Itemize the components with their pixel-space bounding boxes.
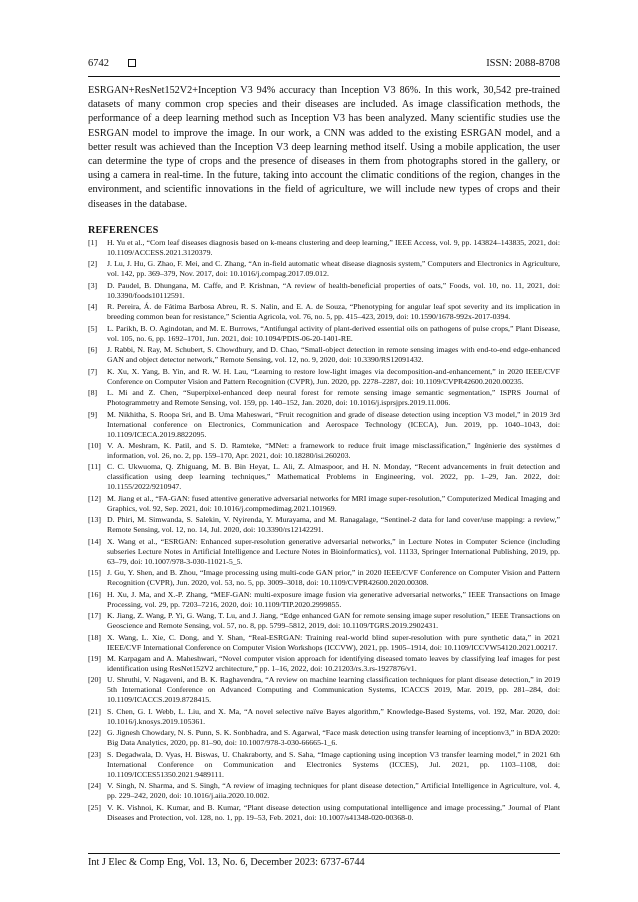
reference-text: M. Jiang et al., “FA-GAN: fused attentive generative adversarial networks for MRI image super-resolution,” Computerized Medical Imaging and Graphics, vol. 92, Sep. 2021, doi: 10.1016/j.compmedimag.2021.101969. (107, 493, 560, 513)
reference-number: [2] (88, 259, 98, 269)
reference-number: [1] (88, 238, 98, 247)
reference-item (88, 324, 560, 344)
reference-text: J. Gu, Y. Shen, and B. Zhou, “Image processing using multi-code GAN prior,” in 2020 IEEE/CVF Conference on Computer Vision and Pattern Recognition (CVPR), Jun. 2020, vol. 53, no. 5, pp. 3009–3018, doi: 10.1109/CVPR42600.2020.00308. (107, 568, 560, 588)
reference-text: S. Degadwala, D. Vyas, H. Biswas, U. Chakraborty, and S. Saha, “Image captioning using inception V3 transfer learning model,” in 2021 6th International Conference on Communication and Electronics Systems (ICCES), Jul. 2021, pp. 1103–1108, doi: 10.1109/ICCES51350.2021.9489111. (107, 749, 560, 779)
reference-item (88, 633, 560, 653)
reference-text: V. K. Vishnoi, K. Kumar, and B. Kumar, “Plant disease detection using computational intelligence and image processing,” Journal of Plant Diseases and Protection, vol. 128, no. 1, pp. 19–53, Feb. 2021, doi: 10.1007/s41348-020-00368-0. (107, 802, 560, 822)
reference-number: [7] (88, 366, 98, 376)
reference-text: M. Nikhitha, S. Roopa Sri, and B. Uma Maheswari, “Fruit recognition and grade of disease detection using inception V3 model,” in 2019 3rd International conference on Electronics, Communication and Aerospace Technology (ICECA), Jun. 2019, pp. 1040–1043, doi: 10.1109/ICECA.2019.8822095. (107, 409, 560, 439)
reference-text: G. Jignesh Chowdary, N. S. Punn, S. K. Sonbhadra, and S. Agarwal, “Face mask detection using transfer learning of inceptionv3,” in BDA 2020: Big Data Analytics, 2020, pp. 81–90, doi: 10.1007/978-3-030-66665-1_6. (107, 728, 560, 748)
reference-number: [17] (88, 611, 101, 621)
reference-number: [25] (88, 802, 101, 812)
reference-number: [13] (88, 515, 101, 525)
reference-item (88, 611, 560, 631)
reference-item (88, 345, 560, 365)
reference-text: L. Parikh, B. O. Agindotan, and M. E. Burrows, “Antifungal activity of plant-derived essential oils on pathogens of pulse crops,” Plant Disease, vol. 105, no. 6, pp. 1692–1701, Jun. 2021, doi: 10.1094/PDIS-06-20-1401-RE. (107, 323, 560, 343)
reference-text: D. Paudel, B. Dhungana, M. Caffe, and P. Krishnan, “A review of health-beneficial properties of oats,” Foods, vol. 10, no. 11, 2021, doi: 10.3390/foods10112591. (107, 280, 560, 300)
reference-number: [9] (88, 409, 98, 419)
reference-text: X. Wang, L. Xie, C. Dong, and Y. Shan, “Real-ESRGAN: Training real-world blind super-resolution with pure synthetic data,” in 2021 IEEE/CVF International Conference on Computer Vision Workshops (ICCVW), 2021, pp. 1905–1914, doi: 10.1109/ICCVW54120.2021.00217. (107, 632, 560, 652)
reference-number: [22] (88, 728, 101, 738)
reference-number: [5] (88, 323, 98, 333)
reference-text: K. Jiang, Z. Wang, P. Yi, G. Wang, T. Lu, and J. Jiang, “Edge enhanced GAN for remote sensing image super resolution,” IEEE Transactions on Geoscience and Remote Sensing, vol. 57, no. 8, pp. 5799–5812, 2019, doi: 10.1109/TGRS.2019.2902431. (107, 611, 560, 631)
reference-item (88, 281, 560, 301)
reference-text: J. Rabbi, N. Ray, M. Schubert, S. Chowdhury, and D. Chao, “Small-object detection in remote sensing images with end-to-end edge-enhanced GAN and object detector network,” Remote Sensing, vol. 12, no. 9, 2020, doi: 10.3390/RS12091432. (107, 345, 560, 365)
reference-number: [23] (88, 749, 101, 759)
reference-item (88, 410, 560, 440)
reference-text: U. Shruthi, V. Nagaveni, and B. K. Raghavendra, “A review on machine learning classification techniques for plant disease detection,” in 2019 5th International Conference on Advanced Computing and Communication Systems, ICACCS 2019, Mar. 2019, pp. 281–284, doi: 10.1109/ICACCS.2019.8728415. (107, 675, 560, 705)
reference-number: [19] (88, 654, 101, 664)
reference-text: H. Yu et al., “Corn leaf diseases diagnosis based on k-means clustering and deep learning,” IEEE Access, vol. 9, pp. 143824–143835, 2021, doi: 10.1109/ACCESS.2021.3120379. (107, 238, 560, 257)
reference-number: [3] (88, 280, 98, 290)
reference-text: M. Karpagam and A. Maheshwari, “Novel computer vision approach for identifying diseased tomato leaves by classifying leaf images for pest identification using ResNet152V2 architecture,” pp. 1–16, 2022, doi: 10.21203/rs.3.rs-1927876/v1. (107, 654, 560, 673)
references-list (88, 238, 560, 824)
reference-item (88, 388, 560, 408)
reference-item (88, 781, 560, 801)
reference-number: [11] (88, 462, 101, 472)
header-rule (88, 76, 560, 77)
reference-text: V. A. Meshram, K. Patil, and S. D. Ramteke, “MNet: a framework to reduce fruit image misclassification,” Ingénierie des systèmes d information, vol. 26, no. 2, pp. 159–170, Apr. 2021, doi: 10.18280/isi.260203. (107, 441, 560, 460)
reference-number: [10] (88, 441, 101, 451)
reference-item (88, 302, 560, 322)
reference-number: [6] (88, 345, 98, 355)
square-icon (128, 59, 136, 67)
reference-item (88, 707, 560, 727)
reference-text: H. Xu, J. Ma, and X.-P. Zhang, “MEF-GAN: multi-exposure image fusion via generative adversarial networks,” IEEE Transactions on Image Processing, vol. 29, pp. 7203–7216, 2020, doi: 10.1109/TIP.2020.2999855. (107, 589, 560, 609)
reference-number: [8] (88, 388, 98, 398)
reference-item (88, 494, 560, 514)
reference-number: [15] (88, 568, 101, 578)
reference-number: [24] (88, 781, 101, 791)
reference-text: D. Phiri, M. Simwanda, S. Salekin, V. Nyirenda, Y. Murayama, and M. Ranagalage, “Sentinel-2 data for land cover/use mapping: a review,” Remote Sensing, vol. 12, no. 14, Jul. 2020, doi: 10.3390/rs12142291. (107, 515, 560, 535)
reference-text: S. Chen, G. I. Webb, L. Liu, and X. Ma, “A novel selective naïve Bayes algorithm,” Knowledge-Based Systems, vol. 192, Mar. 2020, doi: 10.1016/j.knosys.2019.105361. (107, 706, 560, 726)
page-number: 6742 (88, 58, 109, 69)
reference-text: R. Pereira, Á. de Fátima Barbosa Abreu, R. S. Nalin, and E. A. de Souza, “Phenotyping for angular leaf spot severity and its implication in breeding common bean for resistance,” Scientia Agricola, vol. 76, no. 5, pp. 415–423, 2019, doi: 10.1590/1678-992x-2017-0394. (107, 302, 560, 322)
reference-number: [21] (88, 706, 101, 716)
reference-text: K. Xu, X. Yang, B. Yin, and R. W. H. Lau, “Learning to restore low-light images via decomposition-and-enhancement,” in 2020 IEEE/CVF Conference on Computer Vision and Pattern Recognition (CVPR), Jun. 2020, pp. 2278–2287, doi: 10.1109/CVPR42600.2020.00235. (107, 366, 560, 386)
reference-item (88, 750, 560, 780)
issn-label: ISSN: 2088-8708 (486, 58, 560, 69)
reference-number: [4] (88, 302, 98, 312)
reference-item (88, 675, 560, 705)
body-paragraph: ESRGAN+ResNet152V2+Inception V3 94% accuracy than Inception V3 86%. In this work, 30,542 pre-trained datasets of many common crop species and their diseases are included. As image classification methods, the performance of a deep learning method such as Inception V3 has been analyzed. Many scientific studies use the ESRGAN model to improve the image. In our work, a CNN was added to the existing ESRGAN model, and a better result was achieved than the Inception V3 deep learning method itself. Using a mobile application, the user can determine the type of crops and the presence of diseases in them from photographs stored in the gallery, or using a camera in real-time. In the future, taking into account the climatic conditions of the region, changes in the environment, and scientific innovations in the field of agriculture, we will include new types of crops and their diseases in the database. (88, 85, 560, 210)
reference-number: [14] (88, 536, 101, 546)
reference-text: V. Singh, N. Sharma, and S. Singh, “A review of imaging techniques for plant disease detection,” Artificial Intelligence in Agriculture, vol. 4, pp. 229–242, 2020, doi: 10.1016/j.aiia.2020.10.002. (107, 781, 560, 801)
reference-item (88, 441, 560, 461)
reference-item (88, 568, 560, 588)
reference-text: L. Mi and Z. Chen, “Superpixel-enhanced deep neural forest for remote sensing image semantic segmentation,” ISPRS Journal of Photogrammetry and Remote Sensing, vol. 159, pp. 140–152, Jan. 2020, doi: 10.1016/j.isprsjprs.2019.11.006. (107, 388, 560, 408)
reference-item (88, 537, 560, 567)
reference-item (88, 367, 560, 387)
page-footer: Int J Elec & Comp Eng, Vol. 13, No. 6, December 2023: 6737-6744 (88, 857, 365, 868)
reference-number: [16] (88, 589, 101, 599)
reference-text: J. Lu, J. Hu, G. Zhao, F. Mei, and C. Zhang, “An in-field automatic wheat disease diagnosis system,” Computers and Electronics in Agriculture, vol. 142, pp. 369–379, Nov. 2017, doi: 10.1016/j.compag.2017.09.012. (107, 259, 560, 279)
reference-text: C. C. Ukwuoma, Q. Zhiguang, M. B. Bin Heyat, L. Ali, Z. Almaspoor, and H. N. Monday, “Recent advancements in fruit detection and classification using deep learning techniques,” Mathematical Problems in Engineering, vol. 2022, pp. 1–29, Jan. 2022, doi: 10.1155/2022/9210947. (107, 462, 560, 492)
reference-item (88, 590, 560, 610)
reference-item (88, 803, 560, 823)
reference-number: [18] (88, 632, 101, 642)
reference-number: [20] (88, 675, 101, 685)
reference-number: [12] (88, 493, 101, 503)
footer-rule (88, 853, 560, 854)
reference-item (88, 238, 560, 258)
references-heading: REFERENCES (88, 225, 159, 236)
reference-item (88, 515, 560, 535)
reference-text: X. Wang et al., “ESRGAN: Enhanced super-resolution generative adversarial networks,” in Lecture Notes in Computer Science (including subseries Lecture Notes in Artificial Intelligence and Lecture Notes in Bioinformatics), vol. 11133, Springer International Publishing, 2019, pp. 63–79, doi: 10.1007/978-3-030-11021-5_5. (107, 536, 560, 566)
reference-item (88, 728, 560, 748)
reference-item (88, 259, 560, 279)
reference-item (88, 654, 560, 674)
reference-item (88, 462, 560, 492)
